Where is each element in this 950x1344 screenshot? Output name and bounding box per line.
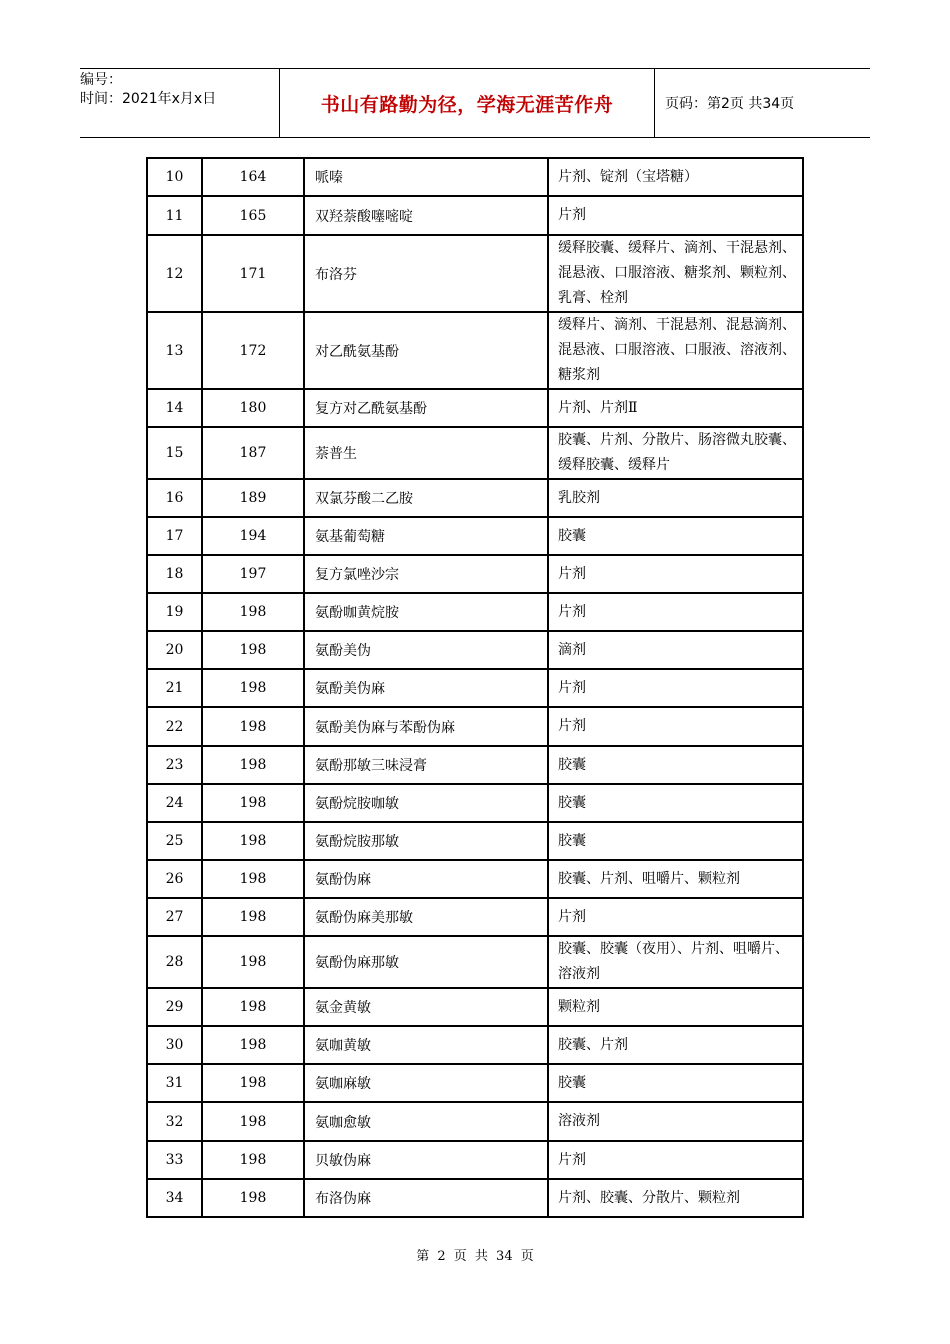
dosage-forms: 胶囊	[548, 822, 803, 860]
row-code: 171	[202, 235, 304, 312]
table-row	[147, 1102, 803, 1141]
table-row	[147, 669, 803, 707]
dosage-forms: 片剂	[548, 707, 803, 746]
row-number: 16	[147, 479, 202, 517]
table-row	[147, 707, 803, 746]
drug-name: 氨咖麻敏	[304, 1064, 548, 1102]
dosage-forms: 片剂	[548, 669, 803, 707]
drug-name: 萘普生	[304, 427, 548, 479]
dosage-forms: 颗粒剂	[548, 988, 803, 1026]
table-row	[147, 784, 803, 822]
header-meta	[80, 69, 280, 137]
row-number: 23	[147, 746, 202, 784]
serial-label: 编号：	[80, 72, 122, 88]
dosage-forms: 胶囊、片剂、分散片、肠溶微丸胶囊、缓释胶囊、缓释片	[548, 427, 803, 479]
row-number: 14	[147, 389, 202, 427]
table-row	[147, 235, 803, 312]
drug-name: 氨基葡萄糖	[304, 517, 548, 555]
row-number: 28	[147, 936, 202, 988]
row-number: 17	[147, 517, 202, 555]
drug-name: 氨酚咖黄烷胺	[304, 593, 548, 631]
drug-name: 双羟萘酸噻嘧啶	[304, 196, 548, 235]
row-number: 27	[147, 898, 202, 936]
row-number: 20	[147, 631, 202, 669]
drug-name: 氨酚那敏三味浸膏	[304, 746, 548, 784]
drug-table	[146, 157, 804, 1218]
table-row	[147, 631, 803, 669]
table-row	[147, 860, 803, 898]
drug-name: 氨酚美伪麻与苯酚伪麻	[304, 707, 548, 746]
table-row	[147, 312, 803, 389]
table-row	[147, 196, 803, 235]
row-number: 18	[147, 555, 202, 593]
dosage-forms: 片剂	[548, 898, 803, 936]
drug-name: 氨咖愈敏	[304, 1102, 548, 1141]
table-row	[147, 479, 803, 517]
row-number: 31	[147, 1064, 202, 1102]
row-number: 21	[147, 669, 202, 707]
drug-name: 氨酚美伪麻	[304, 669, 548, 707]
row-code: 197	[202, 555, 304, 593]
row-number: 15	[147, 427, 202, 479]
table-row	[147, 517, 803, 555]
drug-name: 氨酚美伪	[304, 631, 548, 669]
dosage-forms: 片剂	[548, 555, 803, 593]
dosage-forms: 片剂	[548, 1141, 803, 1179]
header-page-label: 页码：第2页 共34页	[665, 96, 795, 112]
row-number: 19	[147, 593, 202, 631]
row-number: 11	[147, 196, 202, 235]
row-number: 10	[147, 158, 202, 196]
drug-name: 氨酚烷胺咖敏	[304, 784, 548, 822]
row-number: 33	[147, 1141, 202, 1179]
table-row	[147, 389, 803, 427]
drug-name: 对乙酰氨基酚	[304, 312, 548, 389]
dosage-forms: 缓释片、滴剂、干混悬剂、混悬滴剂、混悬液、口服溶液、口服液、溶液剂、糖浆剂	[548, 312, 803, 389]
dosage-forms: 胶囊	[548, 517, 803, 555]
drug-name: 贝敏伪麻	[304, 1141, 548, 1179]
drug-name: 哌嗪	[304, 158, 548, 196]
table-row	[147, 593, 803, 631]
dosage-forms: 乳胶剂	[548, 479, 803, 517]
table-row	[147, 898, 803, 936]
row-code: 165	[202, 196, 304, 235]
row-code: 187	[202, 427, 304, 479]
row-code: 198	[202, 1102, 304, 1141]
row-code: 198	[202, 1141, 304, 1179]
dosage-forms: 片剂、锭剂（宝塔糖）	[548, 158, 803, 196]
row-code: 198	[202, 1064, 304, 1102]
row-code: 189	[202, 479, 304, 517]
table-row	[147, 1026, 803, 1064]
row-number: 34	[147, 1179, 202, 1217]
drug-name: 氨酚伪麻	[304, 860, 548, 898]
dosage-forms: 胶囊	[548, 784, 803, 822]
dosage-forms: 溶液剂	[548, 1102, 803, 1141]
row-number: 12	[147, 235, 202, 312]
dosage-forms: 胶囊、片剂、咀嚼片、颗粒剂	[548, 860, 803, 898]
drug-name: 氨咖黄敏	[304, 1026, 548, 1064]
row-code: 172	[202, 312, 304, 389]
table-row	[147, 427, 803, 479]
row-code: 198	[202, 898, 304, 936]
row-number: 13	[147, 312, 202, 389]
dosage-forms: 胶囊	[548, 1064, 803, 1102]
row-number: 29	[147, 988, 202, 1026]
dosage-forms: 滴剂	[548, 631, 803, 669]
dosage-forms: 片剂	[548, 593, 803, 631]
row-number: 24	[147, 784, 202, 822]
row-number: 25	[147, 822, 202, 860]
drug-name: 双氯芬酸二乙胺	[304, 479, 548, 517]
row-number: 32	[147, 1102, 202, 1141]
row-code: 198	[202, 988, 304, 1026]
row-number: 30	[147, 1026, 202, 1064]
dosage-forms: 片剂	[548, 196, 803, 235]
row-code: 198	[202, 1026, 304, 1064]
dosage-forms: 片剂、片剂Ⅱ	[548, 389, 803, 427]
table-row	[147, 158, 803, 196]
row-number: 22	[147, 707, 202, 746]
row-code: 198	[202, 860, 304, 898]
row-code: 198	[202, 1179, 304, 1217]
table-row	[147, 936, 803, 988]
table-row	[147, 555, 803, 593]
row-code: 180	[202, 389, 304, 427]
row-code: 198	[202, 746, 304, 784]
drug-name: 布洛伪麻	[304, 1179, 548, 1217]
dosage-forms: 胶囊	[548, 746, 803, 784]
drug-name: 氨酚伪麻那敏	[304, 936, 548, 988]
table-row	[147, 822, 803, 860]
page-footer: 第 2 页 共 34 页	[416, 1249, 534, 1264]
row-code: 164	[202, 158, 304, 196]
table-row	[147, 1141, 803, 1179]
dosage-forms: 胶囊、片剂	[548, 1026, 803, 1064]
table-row	[147, 746, 803, 784]
drug-name: 复方氯唑沙宗	[304, 555, 548, 593]
row-code: 198	[202, 707, 304, 746]
row-code: 198	[202, 631, 304, 669]
drug-name: 氨酚伪麻美那敏	[304, 898, 548, 936]
row-code: 198	[202, 669, 304, 707]
table-row	[147, 988, 803, 1026]
row-code: 198	[202, 593, 304, 631]
row-code: 198	[202, 784, 304, 822]
table-row	[147, 1064, 803, 1102]
dosage-forms: 胶囊、胶囊（夜用）、片剂、咀嚼片、溶液剂	[548, 936, 803, 988]
drug-name: 氨金黄敏	[304, 988, 548, 1026]
row-number: 26	[147, 860, 202, 898]
drug-name: 布洛芬	[304, 235, 548, 312]
row-code: 198	[202, 822, 304, 860]
header-motto: 书山有路勤为径，学海无涯苦作舟	[280, 69, 655, 137]
dosage-forms: 片剂、胶囊、分散片、颗粒剂	[548, 1179, 803, 1217]
row-code: 198	[202, 936, 304, 988]
drug-name: 氨酚烷胺那敏	[304, 822, 548, 860]
table-row	[147, 1179, 803, 1217]
row-code: 194	[202, 517, 304, 555]
drug-name: 复方对乙酰氨基酚	[304, 389, 548, 427]
dosage-forms: 缓释胶囊、缓释片、滴剂、干混悬剂、混悬液、口服溶液、糖浆剂、颗粒剂、乳膏、栓剂	[548, 235, 803, 312]
page-header	[80, 68, 870, 138]
time-label: 时间：2021年x月x日	[80, 91, 217, 107]
